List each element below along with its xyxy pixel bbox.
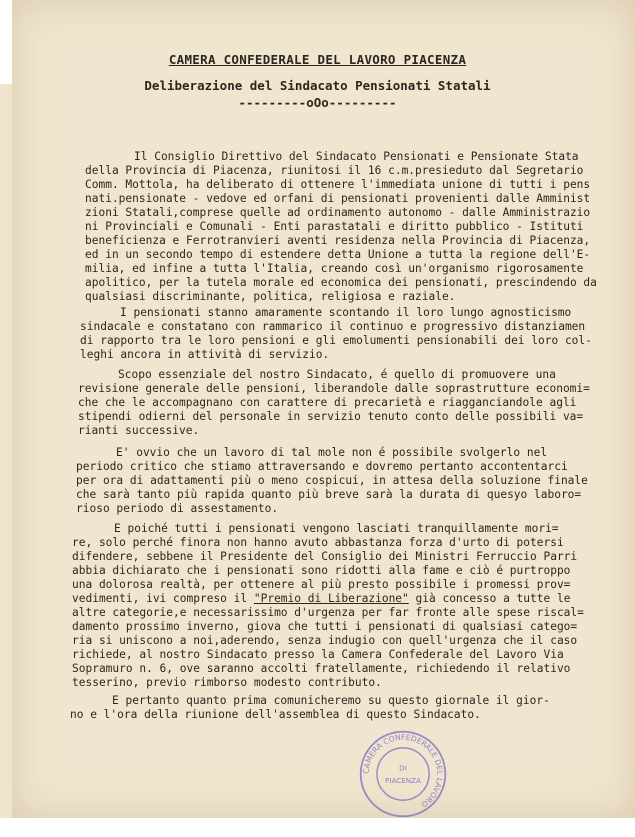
- body-line: sindacale e constatano con rammarico il continuo e progressivo distanziamen: [80, 320, 586, 333]
- body-line: Sopramuro n. 6, ove saranno accolti fratellamente, richiedendo il relativo: [72, 662, 571, 675]
- body-line: altre categorie,e necessarissimo d'urgenza per far fronte alle spese riscal=: [72, 606, 584, 619]
- body-line: [72, 592, 570, 606]
- body-line: no e l'ora della riunione dell'assemblea di questo Sindacato.: [70, 708, 481, 721]
- body-line: damento prossimo inverno, giova che tutti i pensionati di qualsiasi catego=: [72, 620, 578, 633]
- body-line: zioni Statali,comprese quelle ad ordinamento autonomo - dalle Amministrazio: [85, 206, 591, 219]
- stamp-center-bottom: PIACENZA: [384, 776, 422, 785]
- body-line: qualsiasi discriminante, politica, religiosa e raziale.: [85, 290, 456, 303]
- body-line: rioso periodo di assestamento.: [76, 502, 279, 515]
- body-line: che sarà tanto più rapida quanto più breve sarà la durata di quesyo laboro=: [76, 488, 582, 501]
- document-title: Deliberazione del Sindacato Pensionati Statali: [144, 78, 491, 93]
- body-line: E poiché tutti i pensionati vengono lasciati tranquillamente mori=: [114, 522, 559, 535]
- stamp-seal: [358, 729, 448, 819]
- body-line: Scopo essenziale del nostro Sindacato, é quello di promuovere una: [118, 368, 556, 381]
- body-line: rianti successive.: [78, 424, 200, 437]
- body-line: ria si uniscono a noi,aderendo, senza indugio con quell'urgenza che il caso: [72, 634, 578, 647]
- body-line: re, solo perché finora non hanno avuto abbastanza forza d'urto di potersi: [72, 536, 564, 549]
- body-line: revisione generale delle pensioni, liberandole dalle soprastrutture economi=: [78, 382, 590, 395]
- body-line: I pensionati stanno amaramente scontando il loro lungo agnosticismo: [120, 306, 572, 319]
- body-line: tesserino, previo rimborso modesto contributo.: [72, 676, 382, 689]
- body-line: abbia dichiarato che i pensionati sono ridotti alla fame e ciò é purtroppo: [72, 564, 571, 577]
- body-line: ni Provinciali e Comunali - Enti parastatali e diritto pubblico - Istituti: [85, 220, 584, 233]
- body-line: E' ovvio che un lavoro di tal mole non é possibile svolgerlo nel: [116, 446, 548, 459]
- body-line: periodo critico che stiamo attraversando e dovremo pertanto accontentarci: [76, 460, 568, 473]
- body-line: che che le accompagnano con carattere di precarietà e riagganciandole agli: [78, 396, 577, 409]
- body-line: richiede, al nostro Sindacato presso la Camera Confederale del Lavoro Via: [72, 648, 564, 661]
- body-line: beneficienza e Ferrotranvieri aventi residenza nella Provincia di Piacenza,: [85, 234, 591, 247]
- body-line: di rapporto tra le loro pensioni e gli emolumenti pensionabili dei loro col-: [80, 334, 592, 347]
- body-text: vedimenti, ivi compreso il: [72, 592, 254, 605]
- stamp-center-top: DI: [399, 763, 407, 773]
- organization-heading: CAMERA CONFEDERALE DEL LAVORO PIACENZA: [168, 52, 467, 67]
- body-line: apolitico, per la tutela morale ed economica dei pensionati, prescindendo da: [85, 276, 597, 289]
- body-line: una dolorosa realtà, per ottenere al più presto possibile i promessi prov=: [72, 578, 571, 591]
- body-line: milia, ed infine a tutta l'Italia, creando così un'organismo rigorosamente: [85, 262, 584, 275]
- body-line: stipendi odierni del personale in servizio tenuto conto delle possibili va=: [78, 410, 584, 423]
- body-line: della Provincia di Piacenza, riunitosi il 16 c.m.presieduto dal Segretario: [85, 164, 584, 177]
- premio-liberazione: "Premio di Liberazione": [253, 592, 409, 605]
- stamp-ring-text: CAMERA CONFEDERALE DEL LAVORO: [361, 732, 445, 810]
- body-line: E pertanto quanto prima comunicheremo su questo giornale il gior-: [112, 694, 550, 707]
- body-line: per ora di adattamenti più o meno cospicui, in attesa della soluzione finale: [76, 474, 588, 487]
- body-line: Comm. Mottola, ha deliberato di ottenere l'immediata unione di tutti i pens: [85, 178, 591, 191]
- body-line: difendere, sebbene il Presidente del Consiglio dei Ministri Ferruccio Parri: [72, 550, 578, 563]
- body-line: leghi ancora in attività di servizio.: [80, 348, 330, 361]
- body-line: nati.pensionate - vedove ed orfani di pensionati provenienti dalle Amminist: [85, 192, 591, 205]
- body-text: già concesso a tutte le: [408, 592, 571, 605]
- title-separator: ---------oOo---------: [238, 95, 397, 110]
- body-line: Il Consiglio Direttivo del Sindacato Pensionati e Pensionate Stata: [134, 150, 579, 163]
- body-line: ed in un secondo tempo di estendere detta Unione a tutta la regione dell'E-: [85, 248, 591, 261]
